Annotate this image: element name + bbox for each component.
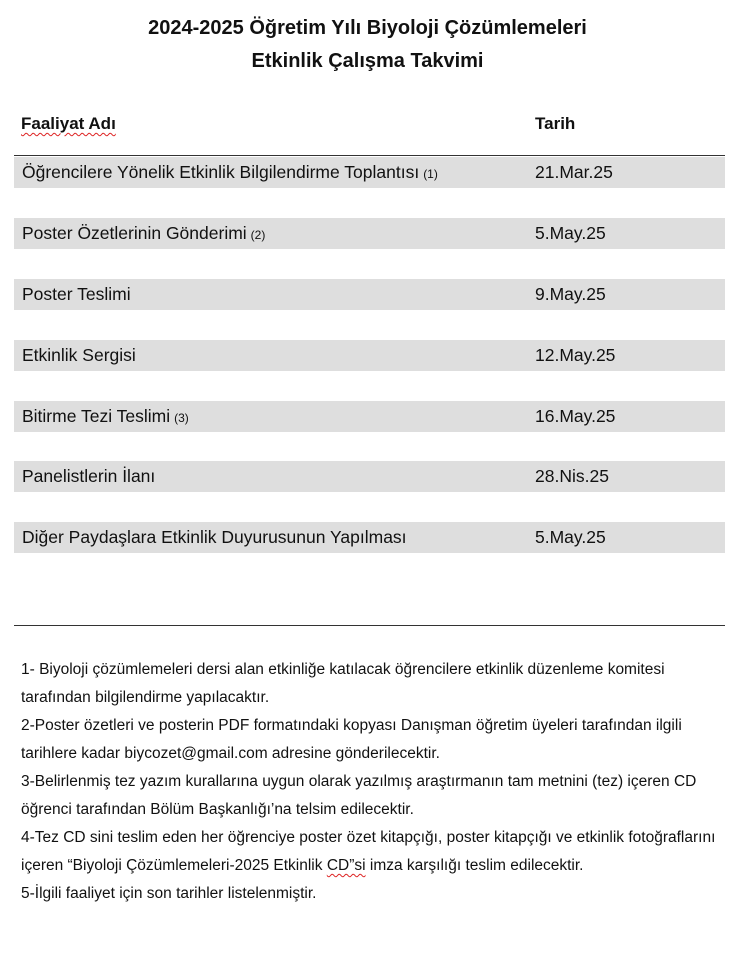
activity-name: Öğrencilere Yönelik Etkinlik Bilgilendirme Toplantısı (1) <box>22 162 438 182</box>
document-title-line-1: 2024-2025 Öğretim Yılı Biyoloji Çözümlemeleri <box>148 17 587 39</box>
table-row <box>14 522 725 553</box>
activity-date: 9.May.25 <box>535 284 606 304</box>
activity-name: Poster Teslimi <box>22 284 131 304</box>
table-row <box>14 279 725 310</box>
activity-date: 12.May.25 <box>535 345 616 365</box>
activity-date: 28.Nis.25 <box>535 466 609 486</box>
footnote-1: 1- Biyoloji çözümlemeleri dersi alan etkinliğe katılacak öğrencilere etkinlik düzenleme komitesi tarafından bilgilendirme yapılacaktır. <box>21 661 665 706</box>
activity-name: Poster Özetlerinin Gönderimi (2) <box>22 223 266 243</box>
table-row <box>14 401 725 432</box>
table-row <box>14 218 725 249</box>
footnote-ref: (3) <box>174 411 189 425</box>
document-title-line-2: Etkinlik Çalışma Takvimi <box>251 50 484 72</box>
activity-name: Bitirme Tezi Teslimi (3) <box>22 406 189 426</box>
footnote-ref: (1) <box>423 167 438 181</box>
table-top-rule <box>14 155 725 156</box>
footnote-3: 3-Belirlenmiş tez yazım kurallarına uygun olarak yazılmış araştırmanın tam metnini (tez) içeren CD öğrenci tarafından Bölüm Başkanlığı’na telsim edilecektir. <box>21 773 697 818</box>
activity-date: 16.May.25 <box>535 406 616 426</box>
activity-date: 21.Mar.25 <box>535 162 613 182</box>
footnote-4: 4-Tez CD sini teslim eden her öğrenciye poster özet kitapçığı, poster kitapçığı ve etkinlik fotoğraflarını içeren “Biyoloji Çözümlemeleri-2025 Etkinlik CD”si imza karşılığı teslim edilecektir. <box>21 829 716 874</box>
activity-date: 5.May.25 <box>535 527 606 547</box>
table-row <box>14 461 725 492</box>
activity-name: Etkinlik Sergisi <box>22 345 136 365</box>
table-row <box>14 340 725 371</box>
footnote-5: 5-İlgili faaliyet için son tarihler listelenmiştir. <box>21 885 317 902</box>
footnote-ref: (2) <box>250 228 266 242</box>
notes-separator-rule <box>14 625 725 626</box>
footnote-2: 2-Poster özetleri ve posterin PDF formatındaki kopyası Danışman öğretim üyeleri tarafından ilgili tarihlere kadar biycozet@gmail.com adresine gönderilecektir. <box>21 717 682 762</box>
column-header-date: Tarih <box>535 114 576 133</box>
table-row <box>14 157 725 188</box>
column-header-activity: Faaliyat Adı <box>21 114 116 133</box>
activity-name: Panelistlerin İlanı <box>22 466 156 486</box>
activity-name: Diğer Paydaşlara Etkinlik Duyurusunun Yapılması <box>22 527 407 547</box>
footnotes <box>21 656 721 908</box>
activity-date: 5.May.25 <box>535 223 606 243</box>
